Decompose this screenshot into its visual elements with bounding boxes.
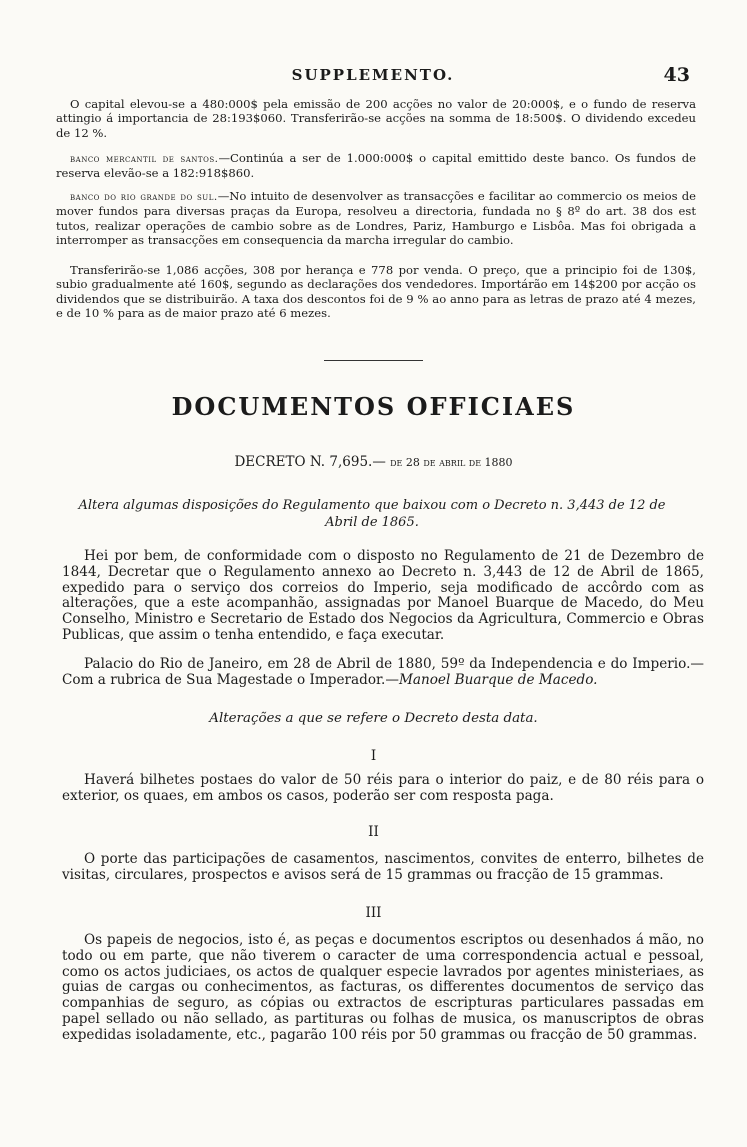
decree-signature-paragraph xyxy=(62,657,704,689)
bank-rio-grande-text: —No intuito de desenvolver as transacções e facilitar ao commercio os meios de mover fundos para diversas praças da Europa, resolveu a directoria, fundada no § 8º do art. 38 dos est tutos, realizar operações de cambio sobre as de Londres, Pariz, Hamburgo e Lisbôa. Mas foi obrigada a interromper as transacções em consequencia da marcha irregular do cambio. xyxy=(56,189,696,247)
decree-number: DECRETO N. 7,695.— xyxy=(234,454,386,470)
article-numeral-3: III xyxy=(365,905,382,921)
page-number: 43 xyxy=(663,64,690,86)
article-1-text: Haverá bilhetes postaes do valor de 50 réis para o interior do paiz, e de 80 réis para o exterior, os quaes, em ambos os casos, poderão ser com resposta paga. xyxy=(62,772,704,804)
alterations-heading: Alterações a que se refere o Decreto desta data. xyxy=(209,711,538,726)
decree-summary: Altera algumas disposições do Regulamento que baixou com o Decreto n. 3,443 de 12 de Abril de 1865. xyxy=(78,498,666,530)
bank-name-rio-grande: banco do rio grande do sul. xyxy=(70,191,218,203)
decree-preamble: Hei por bem, de conformidade com o disposto no Regulamento de 21 de Dezembro de 1844, Decretar que o Regulamento annexo ao Decreto n. 3,443 de 12 de Abril de 1865, expedido para o serviço dos correios do Imperio, seja modificado de accôrdo com as alterações, que a este acompanhão, assignadas por Manoel Buarque de Macedo, do Meu Conselho, Ministro e Secretario de Estado dos Negocios da Agricultura, Commercio e Obras Publicas, que assim o tenha entendido, e faça executar. xyxy=(62,548,704,643)
intro-paragraph-banco-mercantil xyxy=(56,151,696,181)
intro-paragraph-capital: O capital elevou-se a 480:000$ pela emissão de 200 acções no valor de 20:000$, e o fundo de reserva attingio á importancia de 28:193$060. Transferirão-se acções na somma de 18:500$. O dividendo excedeu de 12 %. xyxy=(56,97,696,140)
decree-date: de 28 de abril de 1880 xyxy=(390,456,513,469)
article-numeral-2: II xyxy=(368,824,379,840)
decree-heading xyxy=(0,454,747,470)
intro-paragraph-transfers: Transferirão-se 1,086 acções, 308 por herança e 778 por venda. O preço, que a principio foi de 130$, subio gradualmente até 160$, segundo as declarações dos vendedores. Importárão em 14$200 por acção os dividendos que se distribuirão. A taxa dos descontos foi de 9 % ao anno para as letras de prazo até 4 mezes, e de 10 % para as de maior prazo até 6 mezes. xyxy=(56,263,696,320)
palace-dateline: Palacio do Rio de Janeiro, em 28 de Abril de 1880, 59º da Independencia e do Imperio.—Com a rubrica de Sua Magestade o Imperador.— xyxy=(62,656,704,688)
section-divider xyxy=(324,360,423,361)
minister-signature: Manoel Buarque de Macedo. xyxy=(398,671,598,688)
section-title: DOCUMENTOS OFFICIAES xyxy=(171,392,576,421)
bank-mercantil-text: —Continúa a ser de 1.000:000$ o capital emittido deste banco. Os fundos de reserva elevão-se a 182:918$860. xyxy=(56,151,696,181)
article-numeral-1: I xyxy=(370,748,377,764)
bank-name-mercantil: banco mercantil de santos. xyxy=(70,153,219,165)
running-title: SUPPLEMENTO. xyxy=(291,66,455,84)
article-2-text: O porte das participações de casamentos, nascimentos, convites de enterro, bilhetes de visitas, circulares, prospectos e avisos será de 15 grammas ou fracção de 15 grammas. xyxy=(62,851,704,883)
page-header xyxy=(56,66,690,88)
intro-paragraph-banco-rio-grande xyxy=(56,189,696,247)
article-3-text: Os papeis de negocios, isto é, as peças e documentos escriptos ou desenhados á mão, no todo ou em parte, que não tiverem o caracter de uma correspondencia actual e pessoal, como os actos judiciaes, os actos de qualquer especie lavrados por agentes ministeriaes, as guias de cargas ou conhecimentos, as facturas, os differentes documentos de serviço das companhias de seguro, as cópias ou extractos de escripturas particulares passadas em papel sellado ou não sellado, as partituras ou folhas de musica, os manuscriptos de obras expedidas isoladamente, etc., pagarão 100 réis por 50 grammas ou fracção de 50 grammas. xyxy=(62,932,704,1043)
